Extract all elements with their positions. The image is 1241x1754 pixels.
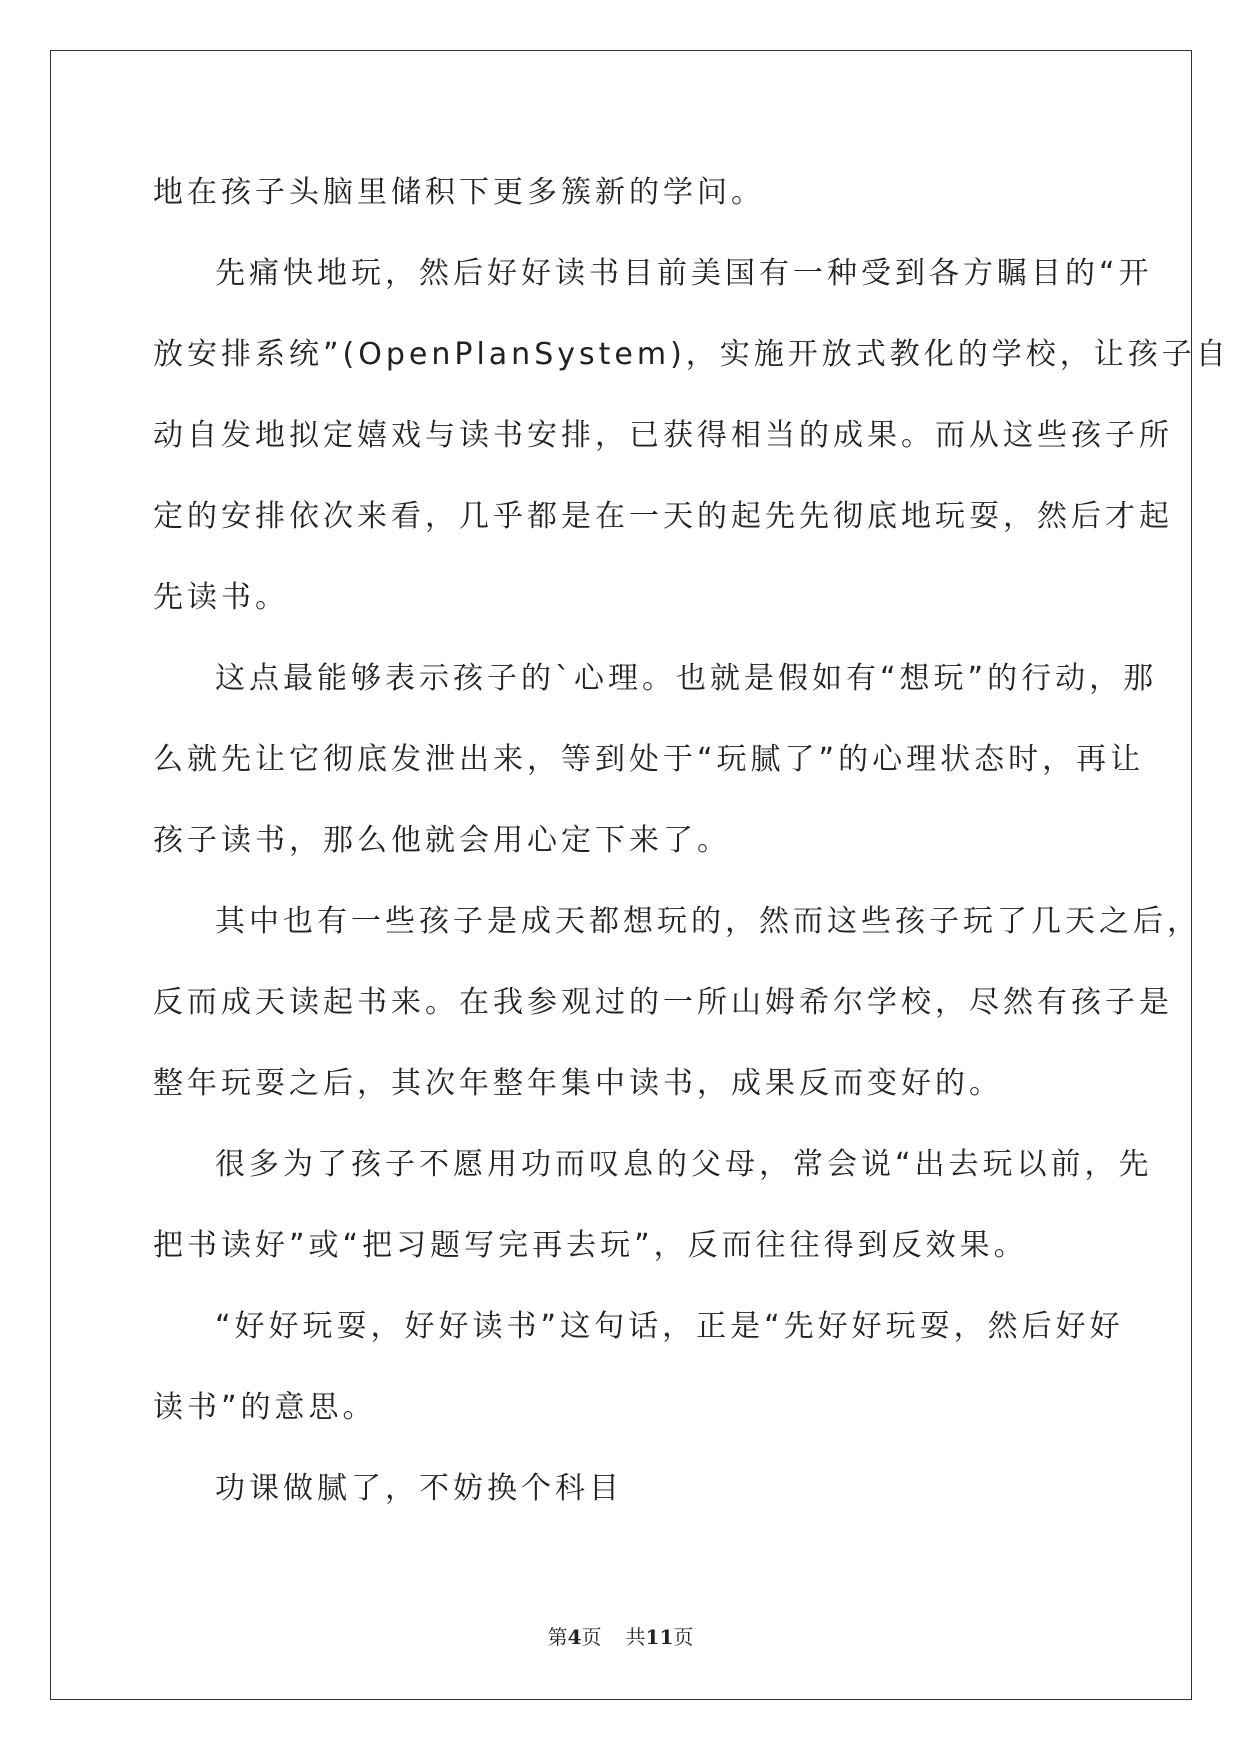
- text-line: 其中也有一些孩子是成天都想玩的，然而这些孩子玩了几天之后，: [215, 904, 1201, 939]
- text-line: 地在孩子头脑里储积下更多簇新的学问。: [153, 175, 765, 210]
- text-line: 孩子读书，那么他就会用心定下来了。: [153, 823, 731, 858]
- text-line: 读书”的意思。: [153, 1390, 377, 1425]
- text-line: 反而成天读起书来。在我参观过的一所山姆希尔学校，尽然有孩子是: [153, 985, 1173, 1020]
- page-prefix: 第: [547, 1625, 568, 1649]
- page-suffix: 页: [581, 1625, 602, 1649]
- total-suffix: 页: [673, 1625, 694, 1649]
- text-line: 很多为了孩子不愿用功而叹息的父母，常会说“出去玩以前，先: [215, 1147, 1153, 1182]
- text-line: 这点最能够表示孩子的`心理。也就是假如有“想玩”的行动，那: [215, 661, 1158, 696]
- text-line: “好好玩耍，好好读书”这句话，正是“先好好玩耍，然后好好: [215, 1309, 1124, 1344]
- text-line: 整年玩耍之后，其次年整年集中读书，成果反而变好的。: [153, 1066, 1003, 1101]
- document-body: [153, 152, 1230, 1529]
- text-line: 把书读好”或“把习题写完再去玩”，反而往往得到反效果。: [153, 1228, 1028, 1263]
- text-line: 先痛快地玩，然后好好读书目前美国有一种受到各方瞩目的“开: [215, 256, 1153, 291]
- page-footer: [0, 1623, 1241, 1651]
- text-line: 先读书。: [153, 580, 289, 615]
- text-line: 放安排系统”(OpenPlanSystem)，实施开放式教化的学校，让孩子自: [153, 337, 1230, 372]
- text-line: 动自发地拟定嬉戏与读书安排，已获得相当的成果。而从这些孩子所: [153, 418, 1173, 453]
- text-line: 功课做腻了，不妨换个科目: [215, 1471, 623, 1506]
- total-prefix: 共: [625, 1625, 646, 1649]
- total-pages: 11: [645, 1625, 674, 1649]
- page-number: 4: [567, 1625, 582, 1649]
- text-line: 定的安排依次来看，几乎都是在一天的起先先彻底地玩耍，然后才起: [153, 499, 1173, 534]
- text-line: 么就先让它彻底发泄出来，等到处于“玩腻了”的心理状态时，再让: [153, 742, 1145, 777]
